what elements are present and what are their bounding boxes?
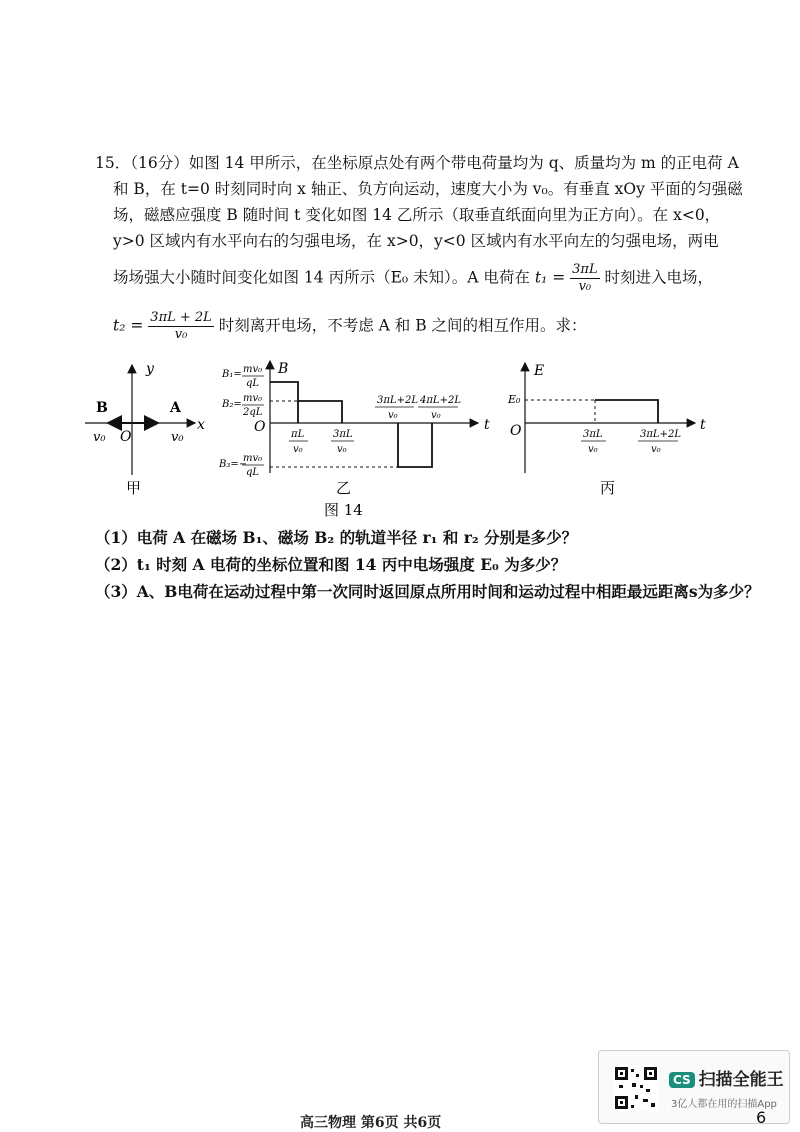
bing-e-label: E bbox=[534, 363, 545, 379]
problem-line-2: 和 B，在 t=0 时刻同时向 x 轴正、负方向运动，速度大小为 v₀。有垂直 xOy 平面的匀强磁 bbox=[113, 180, 743, 198]
t1-denominator: v₀ bbox=[578, 279, 592, 294]
brand-tagline: 3亿人都在用的扫描App bbox=[671, 1099, 777, 1110]
caption-yi: 乙 bbox=[336, 479, 352, 497]
yi-t-label: t bbox=[484, 417, 490, 433]
yi-b1-segment bbox=[270, 382, 298, 423]
figure-yi bbox=[218, 361, 490, 478]
jia-v-left: v₀ bbox=[93, 430, 106, 445]
bing-e0-label: E₀ bbox=[508, 393, 521, 406]
bing-origin: O bbox=[510, 423, 522, 439]
yi-tick1-num: πL bbox=[291, 429, 305, 440]
line5-text: 场场强大小随时间变化如图 14 丙所示（E₀ 未知）。A 电荷在 bbox=[113, 268, 530, 287]
jia-y-label: y bbox=[146, 361, 154, 377]
problem-line-5 bbox=[113, 262, 713, 295]
problem-line-1: 15．（16分）如图 14 甲所示，在坐标原点处有两个带电荷量均为 q、质量均为 m 的正电荷 A bbox=[95, 154, 739, 172]
t1-numerator: 3πL bbox=[572, 262, 598, 277]
question-2: （2）t₁ 时刻 A 电荷的坐标位置和图 14 丙中电场强度 E₀ 为多少？ bbox=[95, 555, 567, 574]
yi-tick2-num: 3πL bbox=[333, 429, 353, 440]
t2-fraction bbox=[148, 310, 214, 343]
yi-tick3-num: 3πL+2L bbox=[377, 395, 418, 406]
t1-fraction bbox=[570, 262, 599, 295]
brand-name bbox=[669, 1065, 784, 1090]
problem-line-3: 场，磁感应强度 B 随时间 t 变化如图 14 乙所示（取垂直纸面向里为正方向）。在 x<0， bbox=[113, 206, 721, 224]
yi-b1-label: B₁= bbox=[222, 369, 242, 380]
jia-origin: O bbox=[120, 429, 132, 445]
bing-tick2-den: v₀ bbox=[651, 444, 661, 455]
yi-b2-segment bbox=[298, 401, 342, 423]
t2-label: t₂ = bbox=[113, 316, 144, 335]
bing-tick1-num: 3πL bbox=[583, 429, 603, 440]
yi-b1-den: qL bbox=[246, 378, 260, 389]
bing-tick1-den: v₀ bbox=[588, 444, 598, 455]
brand-text: 扫描全能王 bbox=[698, 1070, 784, 1090]
yi-origin: O bbox=[254, 419, 266, 435]
yi-tick1-den: v₀ bbox=[293, 444, 303, 455]
bing-tick2-num: 3πL+2L bbox=[640, 429, 681, 440]
yi-b2-label: B₂= bbox=[222, 399, 242, 410]
yi-tick3-den: v₀ bbox=[388, 410, 398, 421]
jia-v-right: v₀ bbox=[171, 430, 184, 445]
yi-b3-den: qL bbox=[246, 467, 260, 478]
yi-b-label: B bbox=[278, 361, 289, 377]
yi-b3-label: B₃=− bbox=[219, 459, 248, 470]
yi-tick4-num: 4πL+2L bbox=[420, 395, 461, 406]
t2-numerator: 3πL + 2L bbox=[150, 310, 212, 325]
yi-tick4-den: v₀ bbox=[431, 410, 441, 421]
figure-jia bbox=[85, 361, 205, 475]
figure-14 bbox=[0, 355, 800, 535]
qr-code-icon bbox=[613, 1065, 659, 1111]
question-1: （1）电荷 A 在磁场 B₁、磁场 B₂ 的轨道半径 r₁ 和 r₂ 分别是多少？ bbox=[95, 528, 578, 547]
jia-charge-b: B bbox=[96, 400, 108, 416]
bing-t-label: t bbox=[700, 417, 706, 433]
line6-tail: 时刻离开电场，不考虑 A 和 B 之间的相互作用。求： bbox=[218, 316, 587, 335]
page-footer: 高三物理 第6页 共6页 bbox=[300, 1115, 442, 1131]
question-3: （3）A、B电荷在运动过程中第一次同时返回原点所用时间和运动过程中相距最远距离s为多少？ bbox=[95, 582, 760, 601]
t1-label: t₁ = bbox=[534, 268, 566, 287]
yi-b2-num: mv₀ bbox=[243, 393, 263, 404]
yi-b2-den: 2qL bbox=[243, 407, 263, 418]
problem-line-4: y>0 区域内有水平向右的匀强电场，在 x>0，y<0 区域内有水平向左的匀强电场，两电 bbox=[113, 232, 719, 250]
t2-denominator: v₀ bbox=[174, 327, 188, 342]
figure-title: 图 14 bbox=[324, 501, 363, 519]
jia-x-label: x bbox=[197, 417, 205, 433]
page-number: 6 bbox=[756, 1108, 767, 1127]
line5-tail: 时刻进入电场， bbox=[604, 268, 714, 287]
yi-tick2-den: v₀ bbox=[337, 444, 347, 455]
problem-line-6 bbox=[113, 310, 587, 343]
bing-e-segment bbox=[595, 400, 658, 423]
yi-b3-num: mv₀ bbox=[243, 453, 263, 464]
jia-charge-a: A bbox=[170, 400, 181, 416]
caption-jia: 甲 bbox=[126, 479, 142, 497]
yi-b1-num: mv₀ bbox=[243, 364, 263, 375]
caption-bing: 丙 bbox=[600, 479, 616, 497]
yi-b3-segment bbox=[398, 423, 432, 467]
cs-logo: CS bbox=[669, 1072, 695, 1088]
figure-bing bbox=[507, 363, 706, 473]
